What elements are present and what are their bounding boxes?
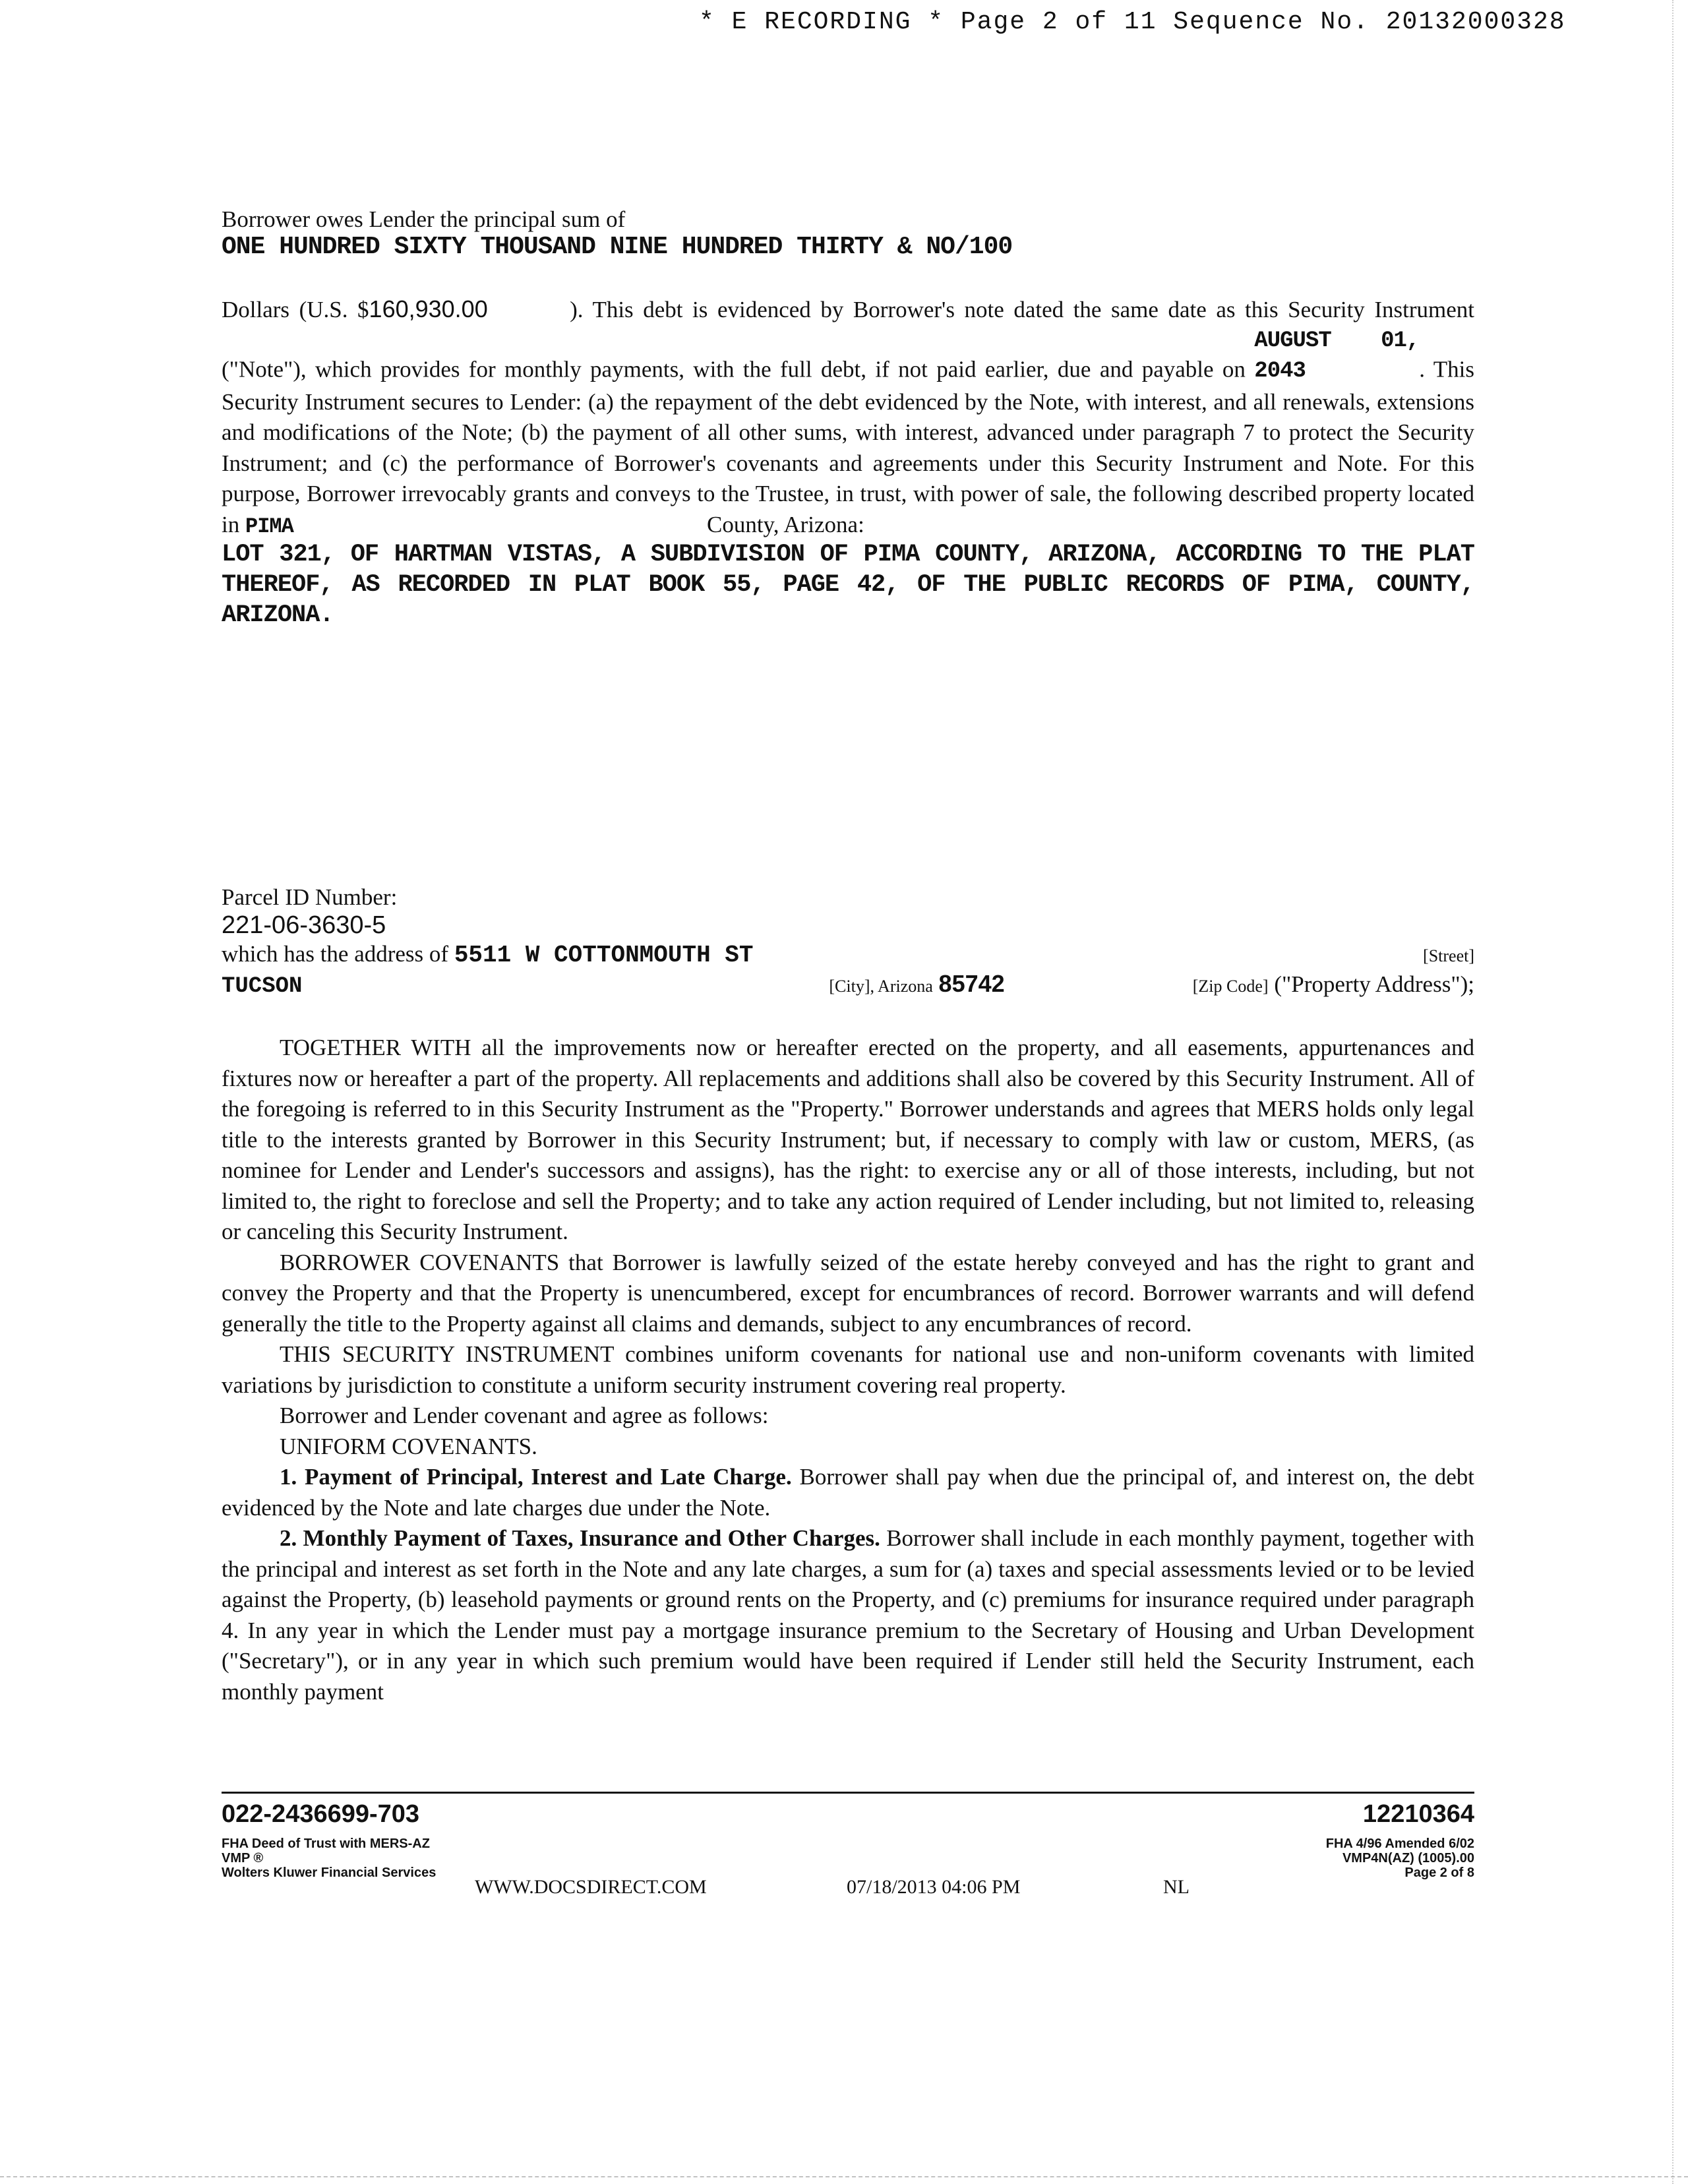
recording-header: * E RECORDING * Page 2 of 11 Sequence No. 20132000328 [699, 8, 1566, 36]
footer [222, 1800, 1474, 1902]
covenants-section [222, 1033, 1474, 1707]
vmp-mark: VMP ® [222, 1851, 264, 1866]
scan-bottom-artifact [0, 2176, 1688, 2181]
legal-description: LOT 321, OF HARTMAN VISTAS, A SUBDIVISION OF PIMA COUNTY, ARIZONA, ACCORDING TO THE PLAT THEREOF, AS RECORDED IN PLAT BOOK 55, PAGE 42, OF THE PUBLIC RECORDS OF PIMA, COUNTY, ARIZONA. [222, 541, 1474, 629]
loan-number: 022-2436699-703 [222, 1800, 420, 1828]
city-label: [City], Arizona [829, 977, 933, 996]
document-number: 12210364 [1362, 1800, 1474, 1828]
form-version: FHA 4/96 Amended 6/02 [1325, 1836, 1474, 1851]
covenant-2-text: Borrower shall include in each monthly payment, together with the principal and interest as set forth in the Note and any late charges, a sum for (a) taxes and special assessments levied or to be levied against the Property, (b) leasehold payments or ground rents on the Property, and (c) premiums for insurance required under paragraph 4. In any year in which the Lender must pay a mortgage insurance premium to the Secretary of Housing and Urban Development ("Secretary"), or in any year in which such premium would have been required if Lender still held the Security Instrument, each monthly payment [222, 1525, 1475, 1705]
property-address-label: ("Property Address"); [1274, 971, 1474, 997]
covenant-2-heading: 2. Monthly Payment of Taxes, Insurance and Other Charges. [280, 1525, 880, 1551]
preparer-initials: NL [1163, 1876, 1190, 1898]
together-with-paragraph: TOGETHER WITH all the improvements now or hereafter erected on the property, and all easements, appurtenances and fixtures now or hereafter a part of the property. All replacements and additions shall also be covered by this Security Instrument. All of the foregoing is referred to in this Security Instrument as the "Property." Borrower understands and agrees that MERS holds only legal title to the interests granted by Borrower in this Security Instrument; but, if necessary to comply with law or custom, MERS, (as nominee for Lender and Lender's successors and assigns), has the right: to exercise any or all of those interests, including, but not limited to, the right to foreclose and sell the Property; and to take any action required of Lender including, but not limited to, releasing or canceling this Security Instrument. [222, 1035, 1474, 1244]
uniform-covenants-heading: UNIFORM COVENANTS. [280, 1433, 537, 1459]
street-address: 5511 W COTTONMOUTH ST [454, 942, 754, 969]
zip-label: [Zip Code] [1192, 977, 1269, 996]
city: TUCSON [222, 974, 303, 999]
parcel-number: 221-06-3630-5 [222, 911, 386, 939]
debt-text-1: ). This debt is evidenced by Borrower's note dated the same date as this Security Instrument ("Note"), which provides for monthly payments, with the full debt, if not paid earlier, due and payable on [222, 297, 1474, 382]
website: WWW.DOCSDIRECT.COM [475, 1876, 707, 1898]
covenant-1-heading: 1. Payment of Principal, Interest and Late Charge. [280, 1464, 792, 1490]
footer-divider [222, 1792, 1474, 1794]
owes-line: Borrower owes Lender the principal sum of [222, 206, 626, 232]
principal-section [222, 206, 1474, 261]
amount-in-words: ONE HUNDRED SIXTY THOUSAND NINE HUNDRED THIRTY & NO/100 [222, 233, 1013, 261]
parcel-label: Parcel ID Number: [222, 884, 398, 910]
form-code: VMP4N(AZ) (1005).00 [1342, 1851, 1474, 1866]
county-name: PIMA [245, 514, 293, 539]
form-page: Page 2 of 8 [1404, 1866, 1474, 1880]
county-suffix: County, Arizona: [706, 511, 864, 537]
covenant-2 [222, 1523, 1474, 1707]
maturity-date: AUGUST 01, 2043 [1254, 328, 1420, 384]
zip-code: 85742 [938, 970, 1005, 997]
debt-text-2: . This Security Instrument secures to Lender: (a) the repayment of the debt evidenced by the Note, with interest, and all renewals, extensions and modifications of the Note; (b) the payment of all other sums, with interest, advanced under paragraph 7 to protect the Security Instrument; and (c) the performance of Borrower's covenants and agreements under this Security Instrument and Note. For this purpose, Borrower irrevocably grants and conveys to the Trustee, in trust, with power of sale, the following described property located in [222, 356, 1475, 537]
address-prefix: which has the address of [222, 941, 449, 967]
agree-line: Borrower and Lender covenant and agree as follows: [280, 1403, 769, 1428]
form-title: FHA Deed of Trust with MERS-AZ [222, 1836, 430, 1851]
parcel-section [222, 884, 1474, 1000]
dollars-prefix: Dollars (U.S. $ [222, 297, 369, 322]
security-instrument-paragraph: THIS SECURITY INSTRUMENT combines uniform covenants for national use and non-uniform covenants with limited variations by jurisdiction to constitute a uniform security instrument covering real property. [222, 1341, 1474, 1398]
publisher: Wolters Kluwer Financial Services [222, 1866, 437, 1880]
scan-edge-artifact [1672, 0, 1688, 2184]
covenant-1 [222, 1462, 1474, 1523]
covenant-1-text: Borrower shall pay when due the principal of, and interest on, the debt evidenced by the Note and late charges due under the Note. [222, 1464, 1475, 1521]
principal-amount: 160,930.00 [369, 295, 488, 322]
debt-paragraph [222, 294, 1474, 542]
street-label: [Street] [1423, 946, 1474, 965]
borrower-covenants-paragraph: BORROWER COVENANTS that Borrower is lawfully seized of the estate hereby conveyed and has the right to grant and convey the Property and that the Property is unencumbered, except for encumbrances of record. Borrower warrants and will defend generally the title to the Property against all claims and demands, subject to any encumbrances of record. [222, 1249, 1474, 1337]
print-timestamp: 07/18/2013 04:06 PM [847, 1876, 1021, 1898]
